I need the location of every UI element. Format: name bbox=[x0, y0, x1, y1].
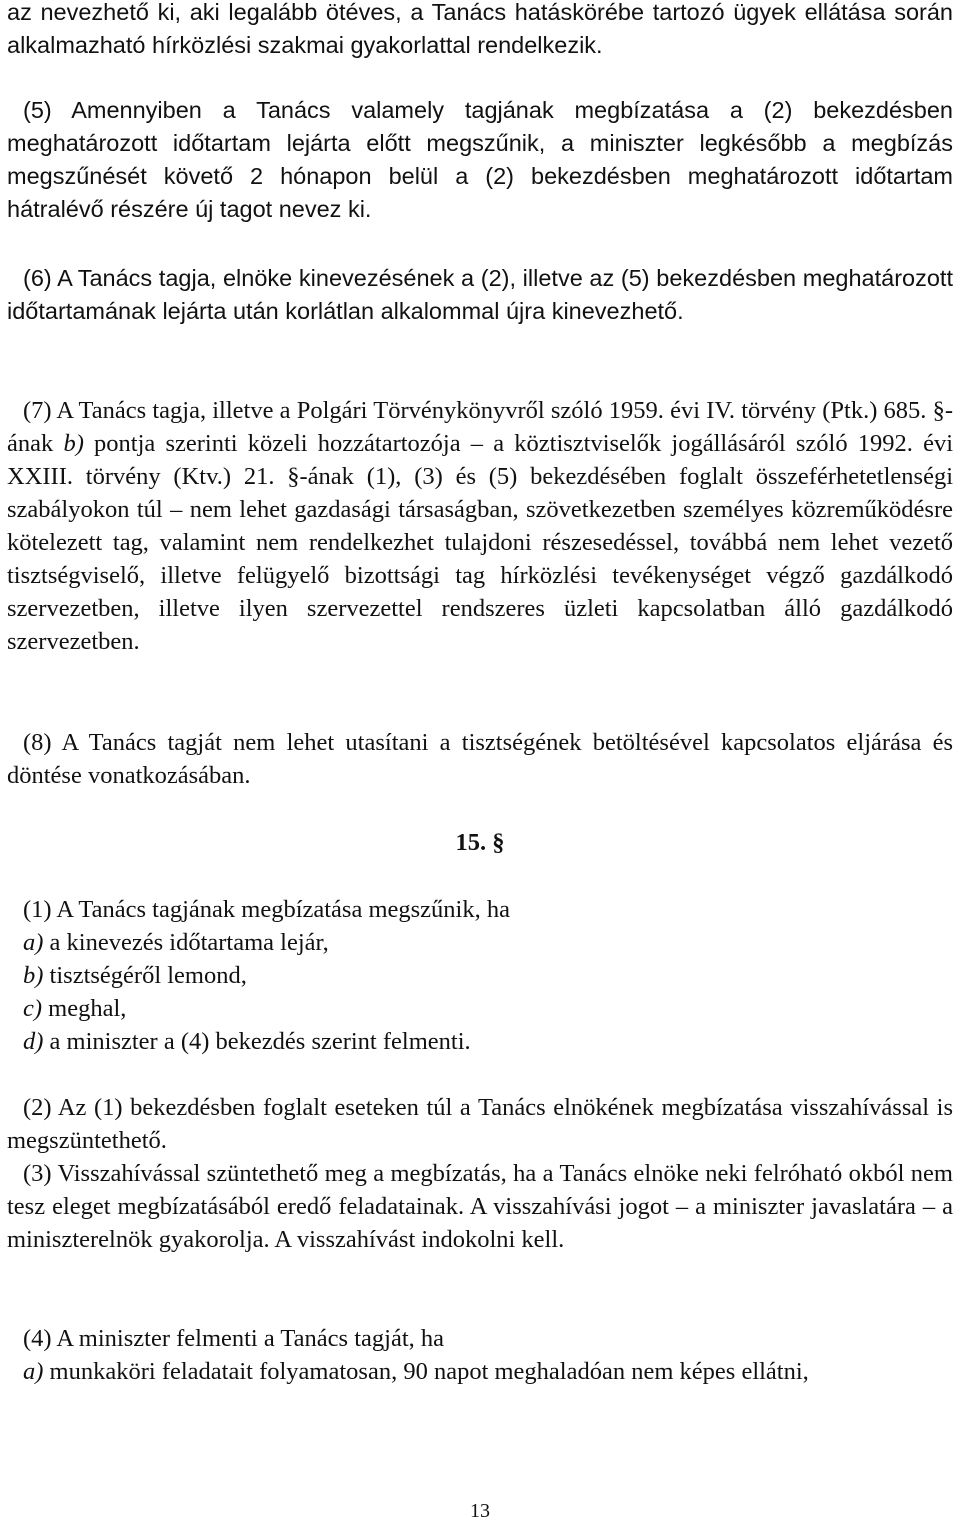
section15-paragraph-4-item bbox=[7, 1355, 953, 1388]
section15-paragraph-2: (2) Az (1) bekezdésben foglalt eseteken túl a Tanács elnökének megbízatása visszahívással is megszüntethető. bbox=[7, 1094, 953, 1154]
paragraph-4-item-text: munkaköri feladatait folyamatosan, 90 napot meghaladóan nem képes ellátni, bbox=[43, 1358, 809, 1385]
list-item bbox=[7, 1025, 953, 1058]
paragraph-8: (8) A Tanács tagját nem lehet utasítani a tisztségének betöltésével kapcsolatos eljárása és döntése vonatkozásában. bbox=[7, 729, 953, 789]
paragraph-4-item-label: a) bbox=[23, 1358, 44, 1385]
section15-paragraph-3: (3) Visszahívással szüntethető meg a megbízatás, ha a Tanács elnöke neki felróható okból nem tesz eleget megbízatásából eredő feladatainak. A visszahívási jogot – a miniszter javaslatára – a miniszterelnök gyakorolja. A visszahívást indokolni kell. bbox=[7, 1160, 953, 1253]
section15-list bbox=[7, 926, 953, 1058]
intro-paragraph: az nevezhető ki, aki legalább ötéves, a Tanács hatáskörébe tartozó ügyek ellátása során alkalmazható hírközlési szakmai gyakorlattal rendelkezik. bbox=[7, 0, 953, 58]
page-number: 13 bbox=[470, 1500, 490, 1522]
list-item bbox=[7, 992, 953, 1025]
paragraph-7-text-c: pontja szerinti közeli hozzátartozója – a köztisztviselők jogállásáról szóló 1992. évi XXIII. törvény (Ktv.) 21. §-ának (1), (3) és (5) bekezdésében foglalt összeférhetetlenségi szabályokon túl – nem lehet gazdasági társaságban, szövetkezetben személyes közreműködésre kötelezett tag, valamint nem rendelkezhet tulajdoni részesedéssel, továbbá nem lehet vezető tisztségviselő, illetve felügyelő bizottsági tag hírközlési tevékenységet végző gazdálkodó szervezetben, illetve ilyen szervezettel rendszeres üzleti kapcsolatban álló gazdálkodó szervezetben. bbox=[7, 430, 954, 655]
paragraph-6: (6) A Tanács tagja, elnöke kinevezésének a (2), illetve az (5) bekezdésben meghatározott időtartamának lejárta után korlátlan alkalommal újra kinevezhető. bbox=[7, 265, 953, 324]
paragraph-7-point-b: b) bbox=[63, 430, 84, 457]
list-item-label: c) bbox=[23, 995, 43, 1022]
list-item bbox=[7, 926, 953, 959]
paragraph-7 bbox=[7, 394, 953, 658]
section15-paragraph-1: (1) A Tanács tagjának megbízatása megszűnik, ha bbox=[23, 896, 510, 923]
list-item-text: a kinevezés időtartama lejár, bbox=[43, 929, 329, 956]
list-item-label: d) bbox=[23, 1028, 44, 1055]
section-heading: 15. § bbox=[455, 829, 505, 856]
paragraph-5: (5) Amennyiben a Tanács valamely tagjának megbízatása a (2) bekezdésben meghatározott időtartam lejárta előtt megszűnik, a miniszter legkésőbb a megbízás megszűnését követő 2 hónapon belül a (2) bekezdésben meghatározott időtartam hátralévő részére új tagot nevez ki. bbox=[7, 97, 953, 222]
list-item-label: b) bbox=[23, 962, 44, 989]
list-item-label: a) bbox=[23, 929, 44, 956]
list-item-text: meghal, bbox=[42, 995, 127, 1022]
list-item-text: tisztségéről lemond, bbox=[43, 962, 247, 989]
list-item bbox=[7, 959, 953, 992]
paragraph-7-text-a: (7) A Tanács tagja, illetve a Polgári Törvénykönyvről szóló 1959. évi IV. törvény (Ptk.) 685. §-ának bbox=[7, 397, 953, 457]
list-item-text: a miniszter a (4) bekezdés szerint felmenti. bbox=[43, 1028, 471, 1055]
section15-paragraph-4: (4) A miniszter felmenti a Tanács tagját, ha bbox=[23, 1325, 444, 1352]
